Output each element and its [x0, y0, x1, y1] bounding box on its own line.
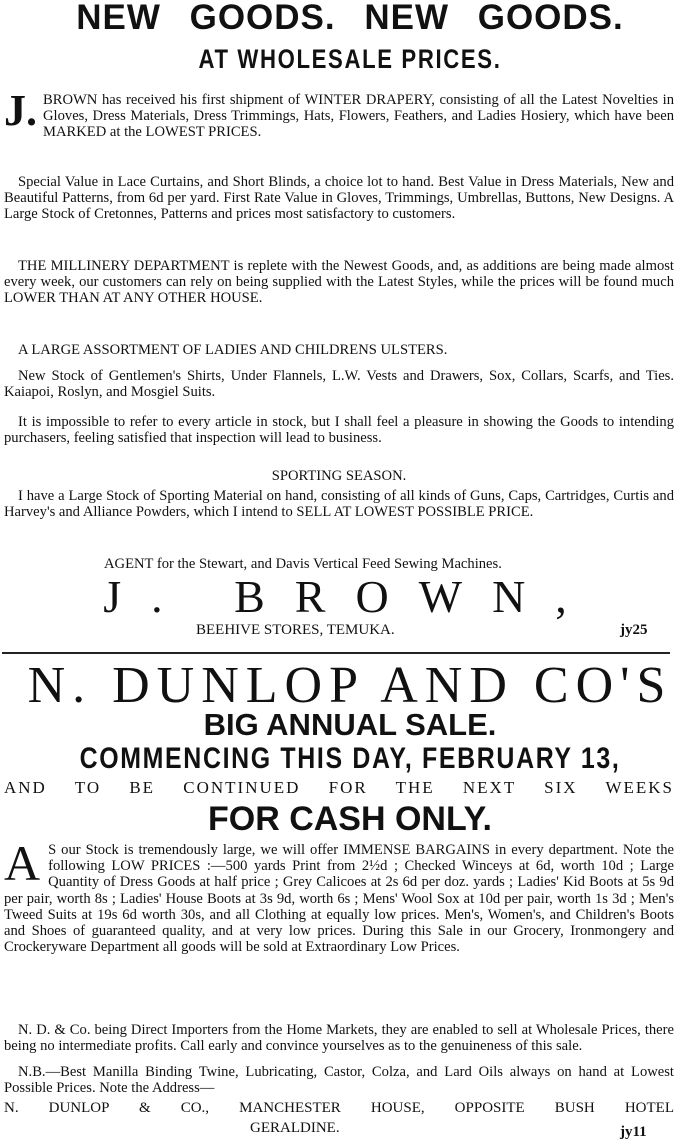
continued-line: AND TO BE CONTINUED FOR THE NEXT SIX WEEKS — [4, 778, 674, 797]
drop-cap-j: J. — [4, 86, 37, 135]
special-value-paragraph: Special Value in Lace Curtains, and Short Blinds, a choice lot to hand. Best Value in Dress Materials, New and Beautiful Patterns, from 6d per yard. First Rate Value in Gloves, Trimmings, Umbrellas, Buttons, New Designs. A Large Stock of Cretonnes, Patterns and prices most satisfactory to customers. — [4, 174, 674, 223]
drop-cap-a: A — [4, 835, 41, 891]
town-geraldine: GERALDINE. — [250, 1120, 340, 1136]
gentlemen-paragraph: New Stock of Gentlemen's Shirts, Under Flannels, L.W. Vests and Drawers, Sox, Collars, Scarfs, and Ties. Kaiapoi, Roslyn, and Mosgiel Suits. — [4, 368, 674, 401]
big-annual-sale: BIG ANNUAL SALE. — [203, 707, 497, 742]
commencing-line: COMMENCING THIS DAY, FEBRUARY 13, — [79, 742, 621, 775]
importers-paragraph: N. D. & Co. being Direct Importers from the Home Markets, they are enabled to sell at Wholesale Prices, there being no intermediate profits. Call early and convince yourselves as to the genuineness of this sale. — [4, 1022, 674, 1055]
nb-paragraph: N.B.—Best Manilla Binding Twine, Lubricating, Castor, Colza, and Lard Oils always on hand at Lowest Possible Prices. Note the Address— — [4, 1064, 674, 1097]
intro-paragraph — [4, 86, 674, 141]
signature-j-brown: J. BROWN, — [103, 571, 597, 622]
firm-name-dunlop: N. DUNLOP AND CO'S — [27, 657, 673, 714]
millinery-paragraph: THE MILLINERY DEPARTMENT is replete with the Newest Goods, and, as additions are being made almost every week, our customers can rely on being supplied with the Latest Styles, while the prices will be found much LOWER THAN AT ANY OTHER HOUSE. — [4, 258, 674, 307]
sale-body-text: S our Stock is tremendously large, we will offer IMMENSE BARGAINS in every department. Note the following LOW PRICES :—500 yards Print from 2½d ; Checked Winceys at 6d, worth 10d ; Large Quantity of Dress Goods at half price ; Grey Calicoes at 2s 6d per doz. yards ; Ladies' Kid Boots at 5s 9d per pair, worth 8s ; Ladies' House Boots at 3s 9d, worth 6s ; Mens' Wool Sox at 10d per pair, worth 1s 3d ; Men's Tweed Suits at 19s 6d worth 30s, and all Clothing at equally low prices. Men's, Women's, and Children's Boots and Shoes of guaranteed quality, and at very low prices. During this Sale in our Grocery, Ironmongery and Crockeryware Department all goods will be sold at Extraordinary Low Prices. — [4, 842, 674, 956]
ulsters-heading: A LARGE ASSORTMENT OF LADIES AND CHILDRENS ULSTERS. — [18, 342, 448, 358]
sporting-heading: SPORTING SEASON. — [271, 468, 407, 484]
ad-code-jy11: jy11 — [620, 1124, 647, 1140]
intro-text: BROWN has received his first shipment of WINTER DRAPERY, consisting of all the Latest Novelties in Gloves, Dress Materials, Dress Trimmings, Hats, Flowers, Feathers, and Ladies Hosiery, which have been MARKED at the LOWEST PRICES. — [43, 92, 674, 141]
headline-new-goods: NEW GOODS. NEW GOODS. — [76, 0, 624, 37]
address-beehive: BEEHIVE STORES, TEMUKA. — [196, 622, 395, 638]
impossible-paragraph: It is impossible to refer to every article in stock, but I shall feel a pleasure in showing the Goods to intending purchasers, feeling satisfied that inspection will lead to business. — [4, 414, 674, 447]
ad-code-jy25: jy25 — [620, 622, 648, 638]
agent-line: AGENT for the Stewart, and Davis Vertical Feed Sewing Machines. — [104, 556, 502, 572]
sale-body-paragraph — [4, 835, 674, 956]
sporting-paragraph: I have a Large Stock of Sporting Material on hand, consisting of all kinds of Guns, Caps, Cartridges, Curtis and Harvey's and Alliance Powders, which I intend to SELL AT LOWEST POSSIBLE PRICE. — [4, 488, 674, 521]
cash-only: FOR CASH ONLY. — [207, 800, 492, 838]
dunlop-address-line: N. DUNLOP & CO., MANCHESTER HOUSE, OPPOSITE BUSH HOTEL — [4, 1100, 674, 1116]
subheadline-wholesale: AT WHOLESALE PRICES. — [198, 44, 502, 74]
divider-rule — [2, 652, 670, 654]
